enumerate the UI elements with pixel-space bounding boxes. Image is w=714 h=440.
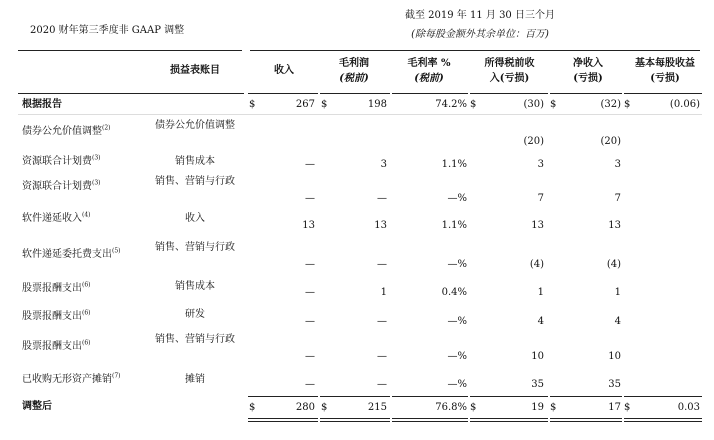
cell-pretax: 4: [537, 316, 544, 327]
cell-gross-profit: —: [377, 351, 387, 362]
row-label: 股票报酬支出$^{(6)}$: [22, 281, 91, 294]
cell-net: (4): [606, 259, 621, 270]
row-label: 资源联合计划费$^{(3)}$: [22, 154, 101, 167]
cell-net: 7: [614, 193, 621, 204]
table-title: 2020 财年第三季度非 GAAP 调整: [30, 25, 185, 36]
row-label: 资源联合计划费$^{(3)}$: [22, 179, 101, 192]
cell-net: 1: [614, 287, 621, 298]
colhead-rule-b: [248, 93, 318, 94]
row-category: 摊销: [185, 374, 205, 385]
cell-gross-profit: 215: [367, 402, 387, 413]
currency-symbol: $: [470, 402, 477, 413]
row-category: 债券公允价值调整: [155, 120, 235, 131]
period-heading: 截至 2019 年 11 月 30 日三个月: [405, 10, 555, 21]
cell-pretax: 35: [531, 379, 544, 390]
row-label: 已收购无形资产摊销$^{(7)}$: [22, 372, 121, 385]
subtotal-rule: [248, 396, 318, 397]
cell-pretax: (4): [529, 259, 544, 270]
col-header-eps-2: (亏损): [650, 73, 680, 84]
col-header-gross-profit-sub: (税前): [339, 73, 369, 84]
col-header-pretax-1: 所得税前收: [484, 58, 535, 69]
row-label: 软件递延委托费支出$^{(5)}$: [22, 247, 121, 260]
unit-note: (除每股金额外其余单位：百万): [411, 29, 549, 40]
row-category: 销售、营销与行政: [155, 176, 235, 187]
col-header-gross-profit: 毛利润: [339, 58, 369, 69]
cell-net: (32): [600, 99, 621, 110]
col-header-eps-1: 基本每股收益: [635, 58, 695, 69]
cell-gross-profit: —: [377, 316, 387, 327]
cell-net: (20): [600, 136, 621, 147]
cell-revenue: —: [305, 259, 315, 270]
subtotal-rule: [470, 396, 548, 397]
cell-revenue: 13: [302, 220, 315, 231]
row-label: 软件递延收入$^{(4)}$: [22, 211, 91, 224]
total-double-rule: [624, 418, 702, 422]
cell-revenue: —: [305, 159, 315, 170]
cell-gross-margin: —%: [447, 379, 467, 390]
cell-gross-profit: 3: [380, 159, 387, 170]
cell-gross-margin: —%: [447, 316, 467, 327]
currency-symbol: $: [249, 99, 256, 110]
currency-symbol: $: [624, 402, 631, 413]
colhead-rule-c: [320, 93, 390, 94]
colhead-rule-e: [470, 93, 548, 94]
colhead-rule-g: [624, 93, 702, 94]
cell-pretax: (20): [523, 136, 544, 147]
currency-symbol: $: [550, 402, 557, 413]
cell-pretax: 1: [537, 287, 544, 298]
cell-net: 4: [614, 316, 621, 327]
row-category: 销售成本: [175, 156, 215, 167]
cell-pretax: 13: [531, 220, 544, 231]
row-category: 收入: [185, 213, 205, 224]
cell-gross-margin: 1.1%: [441, 220, 467, 231]
cell-gross-margin: —%: [447, 351, 467, 362]
subtotal-rule: [624, 396, 702, 397]
row-label: 股票报酬支出$^{(6)}$: [22, 309, 91, 322]
cell-revenue: —: [305, 379, 315, 390]
total-double-rule: [320, 418, 390, 422]
currency-symbol: $: [470, 99, 477, 110]
col-header-net-1: 净收入: [573, 58, 603, 69]
cell-gross-profit: 13: [374, 220, 387, 231]
row-divider: [18, 114, 702, 115]
cell-revenue: —: [305, 351, 315, 362]
total-double-rule: [392, 418, 468, 422]
cell-gross-profit: 198: [367, 99, 387, 110]
cell-pretax: 10: [531, 351, 544, 362]
cell-revenue: —: [305, 316, 315, 327]
col-header-gross-margin: 毛利率 %: [407, 58, 451, 69]
cell-gross-margin: 0.4%: [441, 287, 467, 298]
currency-symbol: $: [249, 402, 256, 413]
cell-net: 35: [608, 379, 621, 390]
cell-net: 17: [608, 402, 621, 413]
colhead-rule-f: [550, 93, 622, 94]
total-double-rule: [470, 418, 548, 422]
currency-symbol: $: [321, 99, 328, 110]
cell-gross-margin: —%: [447, 193, 467, 204]
row-category: 研发: [185, 309, 205, 320]
currency-symbol: $: [321, 402, 328, 413]
row-category: 销售、营销与行政: [155, 334, 235, 345]
col-header-net-2: (亏损): [573, 73, 603, 84]
cell-gross-margin: 1.1%: [441, 159, 467, 170]
col-header-revenue: 收入: [274, 65, 294, 76]
subtotal-rule: [550, 396, 622, 397]
row-label: 调整后: [22, 401, 52, 412]
header-rule-right: [250, 50, 700, 51]
subtotal-rule: [320, 396, 390, 397]
cell-eps: 0.03: [677, 402, 700, 413]
currency-symbol: $: [550, 99, 557, 110]
subtotal-rule: [392, 396, 468, 397]
colhead-rule-d: [392, 93, 468, 94]
cell-revenue: —: [305, 193, 315, 204]
total-double-rule: [550, 418, 622, 422]
cell-gross-margin: —%: [447, 259, 467, 270]
cell-net: 13: [608, 220, 621, 231]
cell-gross-margin: 76.8%: [435, 402, 467, 413]
cell-eps: (0.06): [669, 99, 700, 110]
header-rule-left: [18, 50, 242, 51]
cell-revenue: 280: [295, 402, 315, 413]
cell-pretax: 7: [537, 193, 544, 204]
cell-pretax: 3: [537, 159, 544, 170]
cell-net: 3: [614, 159, 621, 170]
cell-gross-margin: 74.2%: [435, 99, 467, 110]
cell-gross-profit: —: [377, 259, 387, 270]
cell-pretax: 19: [531, 402, 544, 413]
col-header-pretax-2: 入(亏损): [489, 73, 530, 84]
cell-gross-profit: 1: [380, 287, 387, 298]
cell-gross-profit: —: [377, 379, 387, 390]
row-label: 债券公允价值调整$^{(2)}$: [22, 124, 111, 137]
cell-gross-profit: —: [377, 193, 387, 204]
col-header-category: 损益表账目: [170, 65, 220, 76]
colhead-rule-a: [18, 93, 244, 94]
row-label: 股票报酬支出$^{(6)}$: [22, 339, 91, 352]
total-double-rule: [248, 418, 318, 422]
row-category: 销售、营销与行政: [155, 242, 235, 253]
currency-symbol: $: [624, 99, 631, 110]
cell-net: 10: [608, 351, 621, 362]
row-category: 销售成本: [175, 281, 215, 292]
col-header-gross-margin-sub: (税前): [414, 73, 444, 84]
cell-pretax: (30): [523, 99, 544, 110]
cell-revenue: —: [305, 287, 315, 298]
cell-revenue: 267: [295, 99, 315, 110]
row-label: 根据报告: [22, 99, 62, 110]
